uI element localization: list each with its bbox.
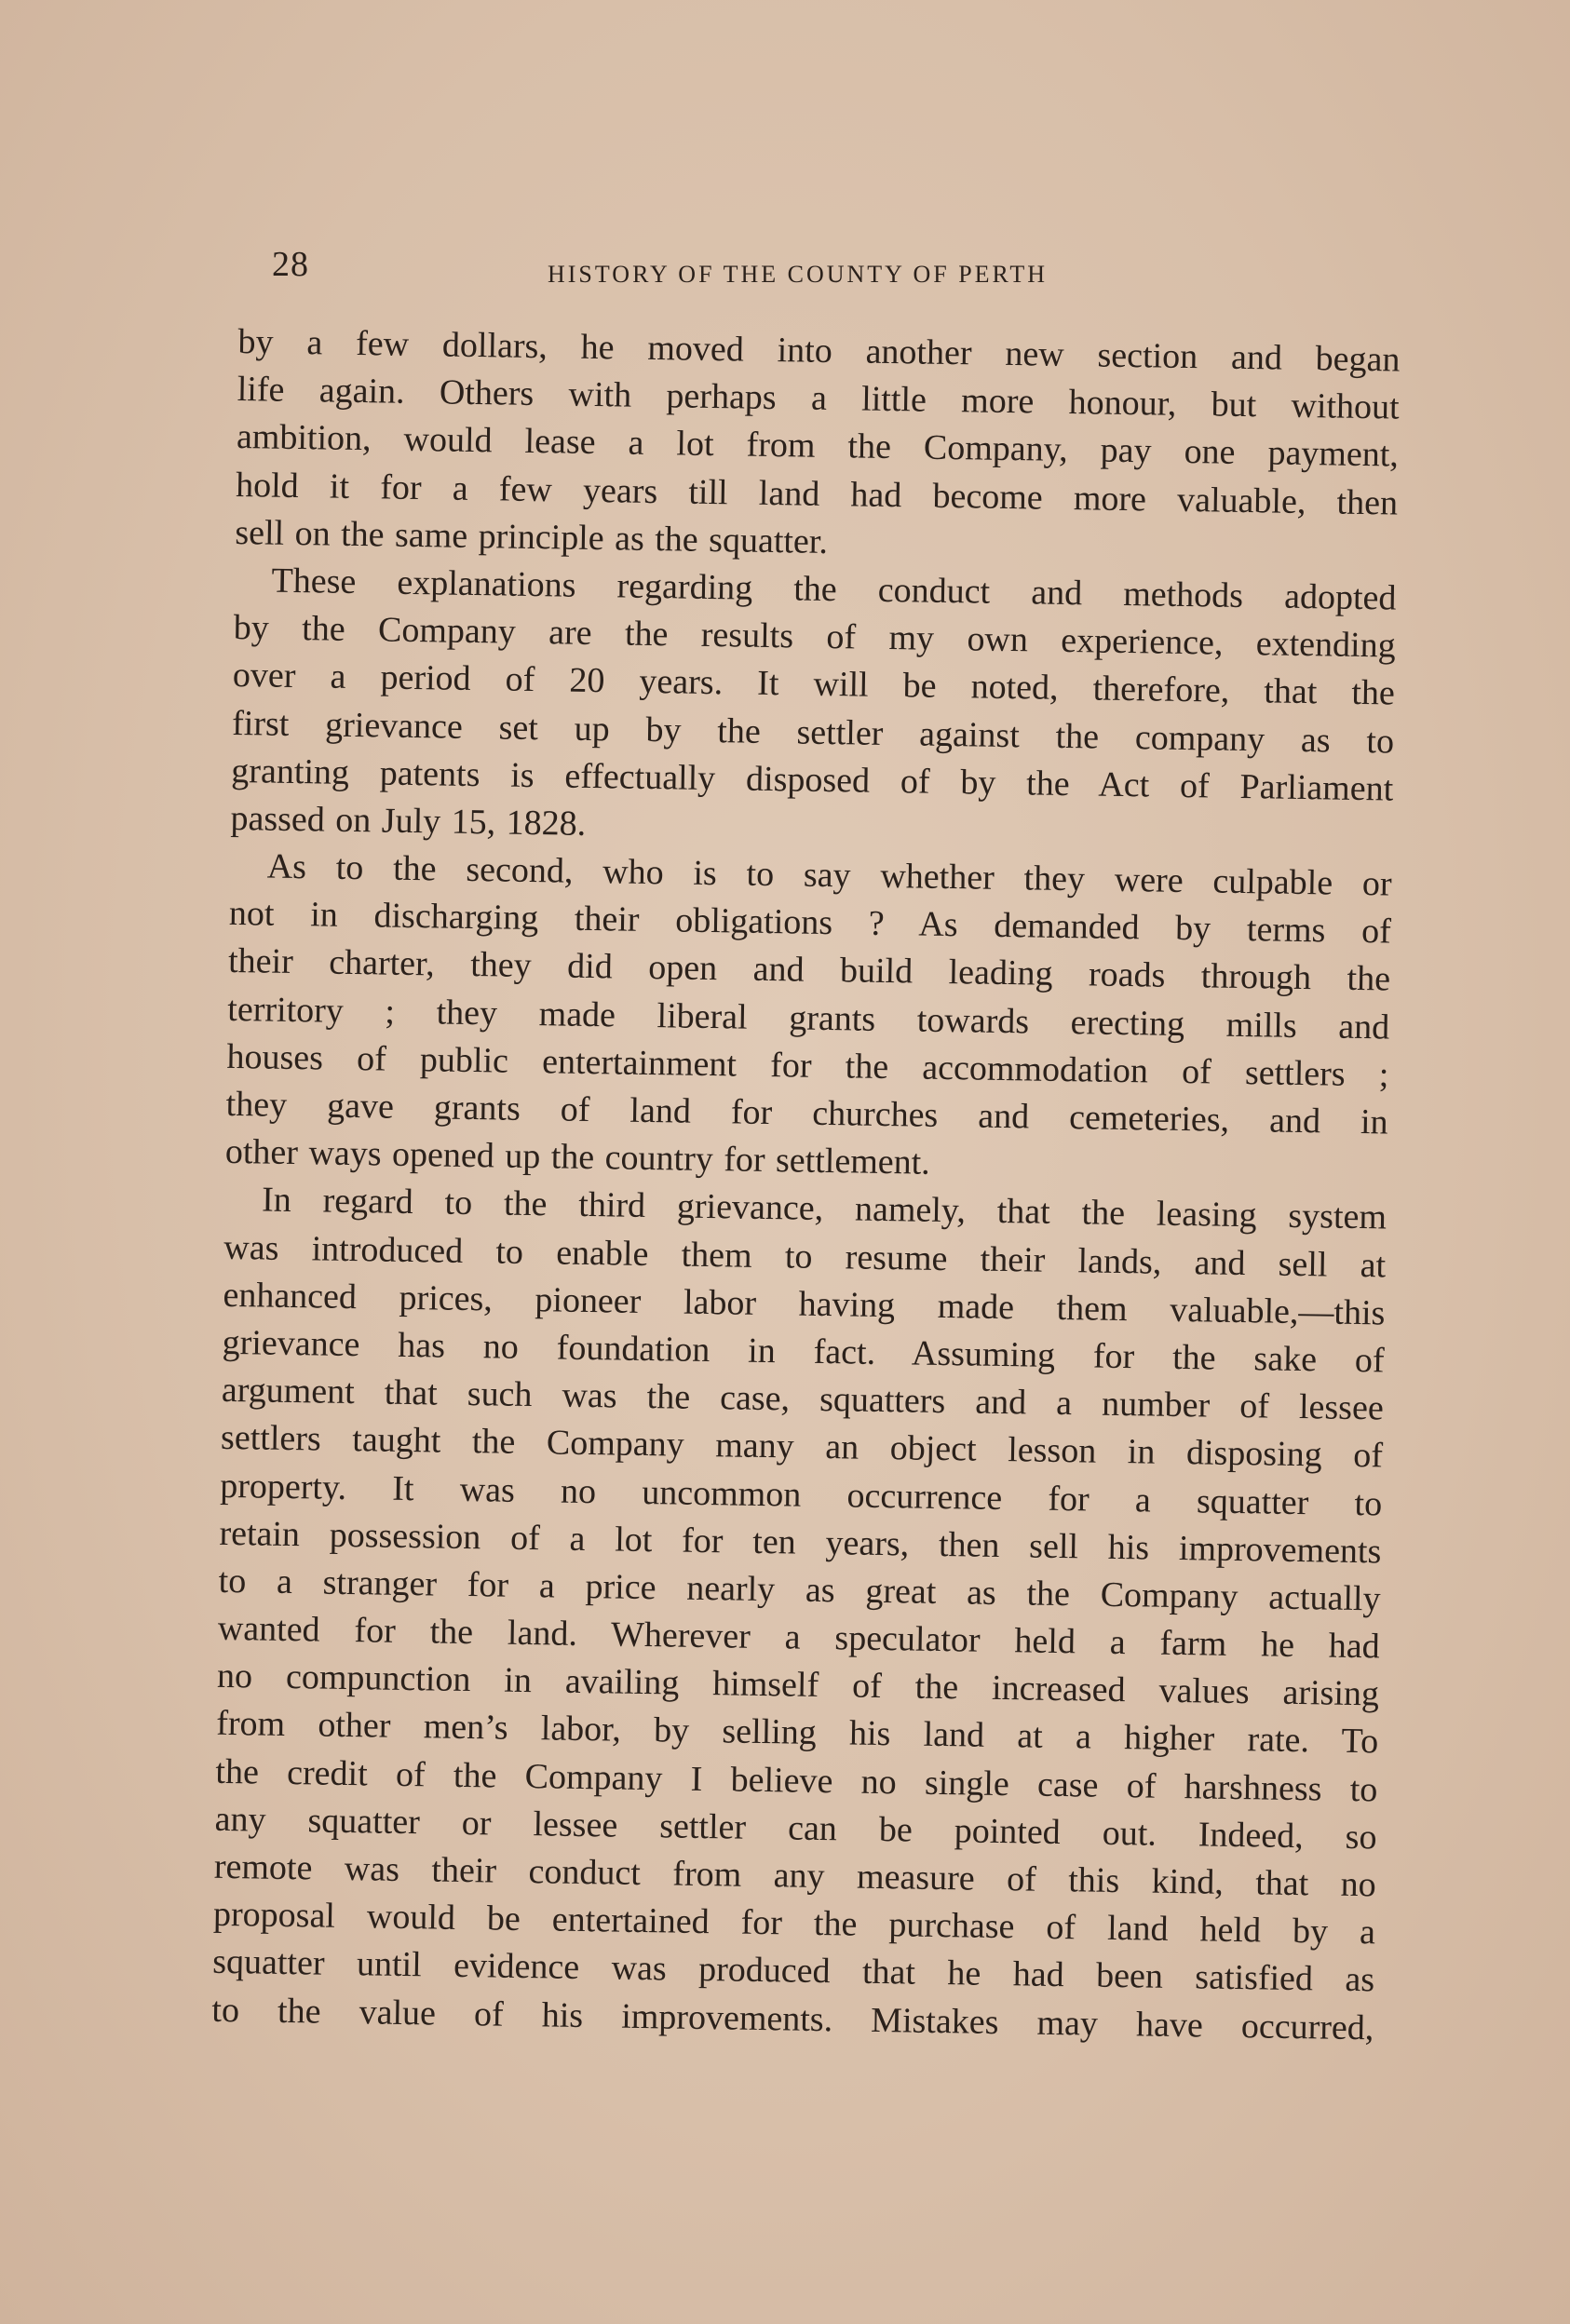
text-line: As to the second, who is to say whether they were culpable or [266,846,1392,904]
text-line: by the Company are the results of my own experience, extending [233,608,1396,666]
text-line: by a few dollars, he moved into another new section and began [237,321,1401,380]
text-line: they gave grants of land for churches and cemeteries, and in [225,1084,1388,1142]
text-line: grievance has no foundation in fact. Assuming for the sake of [222,1322,1385,1381]
text-line: the credit of the Company I believe no single case of harshness to [215,1751,1378,1810]
text-line: life again. Others with perhaps a little more honour, but without [237,370,1400,427]
text-line: from other men’s labor, by selling his land at a higher rate. To [215,1704,1379,1762]
text-line: houses of public entertainment for the accommodation of settlers ; [226,1036,1389,1095]
page-number: 28 [272,245,309,284]
text-line: to the value of his improvements. Mistakes may have occurred, [211,1990,1374,2047]
text-line: granting patents is effectually disposed of by the Act of Parliament [231,750,1394,809]
text-line: squatter until evidence was produced that he had been satisfied as [211,1942,1375,2000]
text-line: hold it for a few years till land had become more valuable, then [235,465,1399,523]
body-text [211,318,1401,2052]
text-line: proposal would be entertained for the purchase of land held by a [212,1894,1376,1952]
text-line: their charter, they did open and build leading roads through the [227,941,1391,999]
text-line: no compunction in availing himself of the increased values arising [216,1656,1380,1714]
running-head-title: HISTORY OF THE COUNTY OF PERTH [548,261,1048,288]
text-line: These explanations regarding the conduct and methods adopted [271,561,1397,618]
text-line: passed on July 15, 1828. [230,798,587,844]
text-line: to a stranger for a price nearly as great as the Company actually [218,1561,1381,1619]
text-line: remote was their conduct from any measure of this kind, that no [213,1846,1377,1905]
text-line: first grievance set up by the settler against the company as to [231,703,1395,762]
text-line: other ways opened up the country for settlement. [224,1132,931,1182]
text-line: In regard to the third grievance, namely, that the leasing system [261,1180,1387,1237]
text-line: sell on the same principle as the squatter. [235,512,829,561]
text-line: territory ; they made liberal grants towards erecting mills and [227,989,1390,1047]
text-line: wanted for the land. Wherever a speculator held a farm he had [217,1608,1381,1667]
text-line: over a period of 20 years. It will be noted, therefore, that the [232,655,1396,713]
text-line: retain possession of a lot for ten years, then sell his improvements [219,1513,1382,1572]
text-line: settlers taught the Company many an object lesson in disposing of [220,1418,1384,1476]
text-line: property. It was no uncommon occurrence for a squatter to [219,1466,1383,1523]
text-line: not in discharging their obligations ? As demanded by terms of [228,894,1392,952]
text-line: enhanced prices, pioneer labor having made them valuable,—this [223,1275,1386,1333]
text-line: ambition, would lease a lot from the Company, pay one payment, [236,417,1400,475]
running-head [272,244,1175,290]
text-line: was introduced to enable them to resume their lands, and sell at [223,1227,1387,1286]
text-line: any squatter or lessee settler can be pointed out. Indeed, so [214,1799,1377,1858]
text-line: argument that such was the case, squatters and a number of lessee [221,1370,1385,1428]
